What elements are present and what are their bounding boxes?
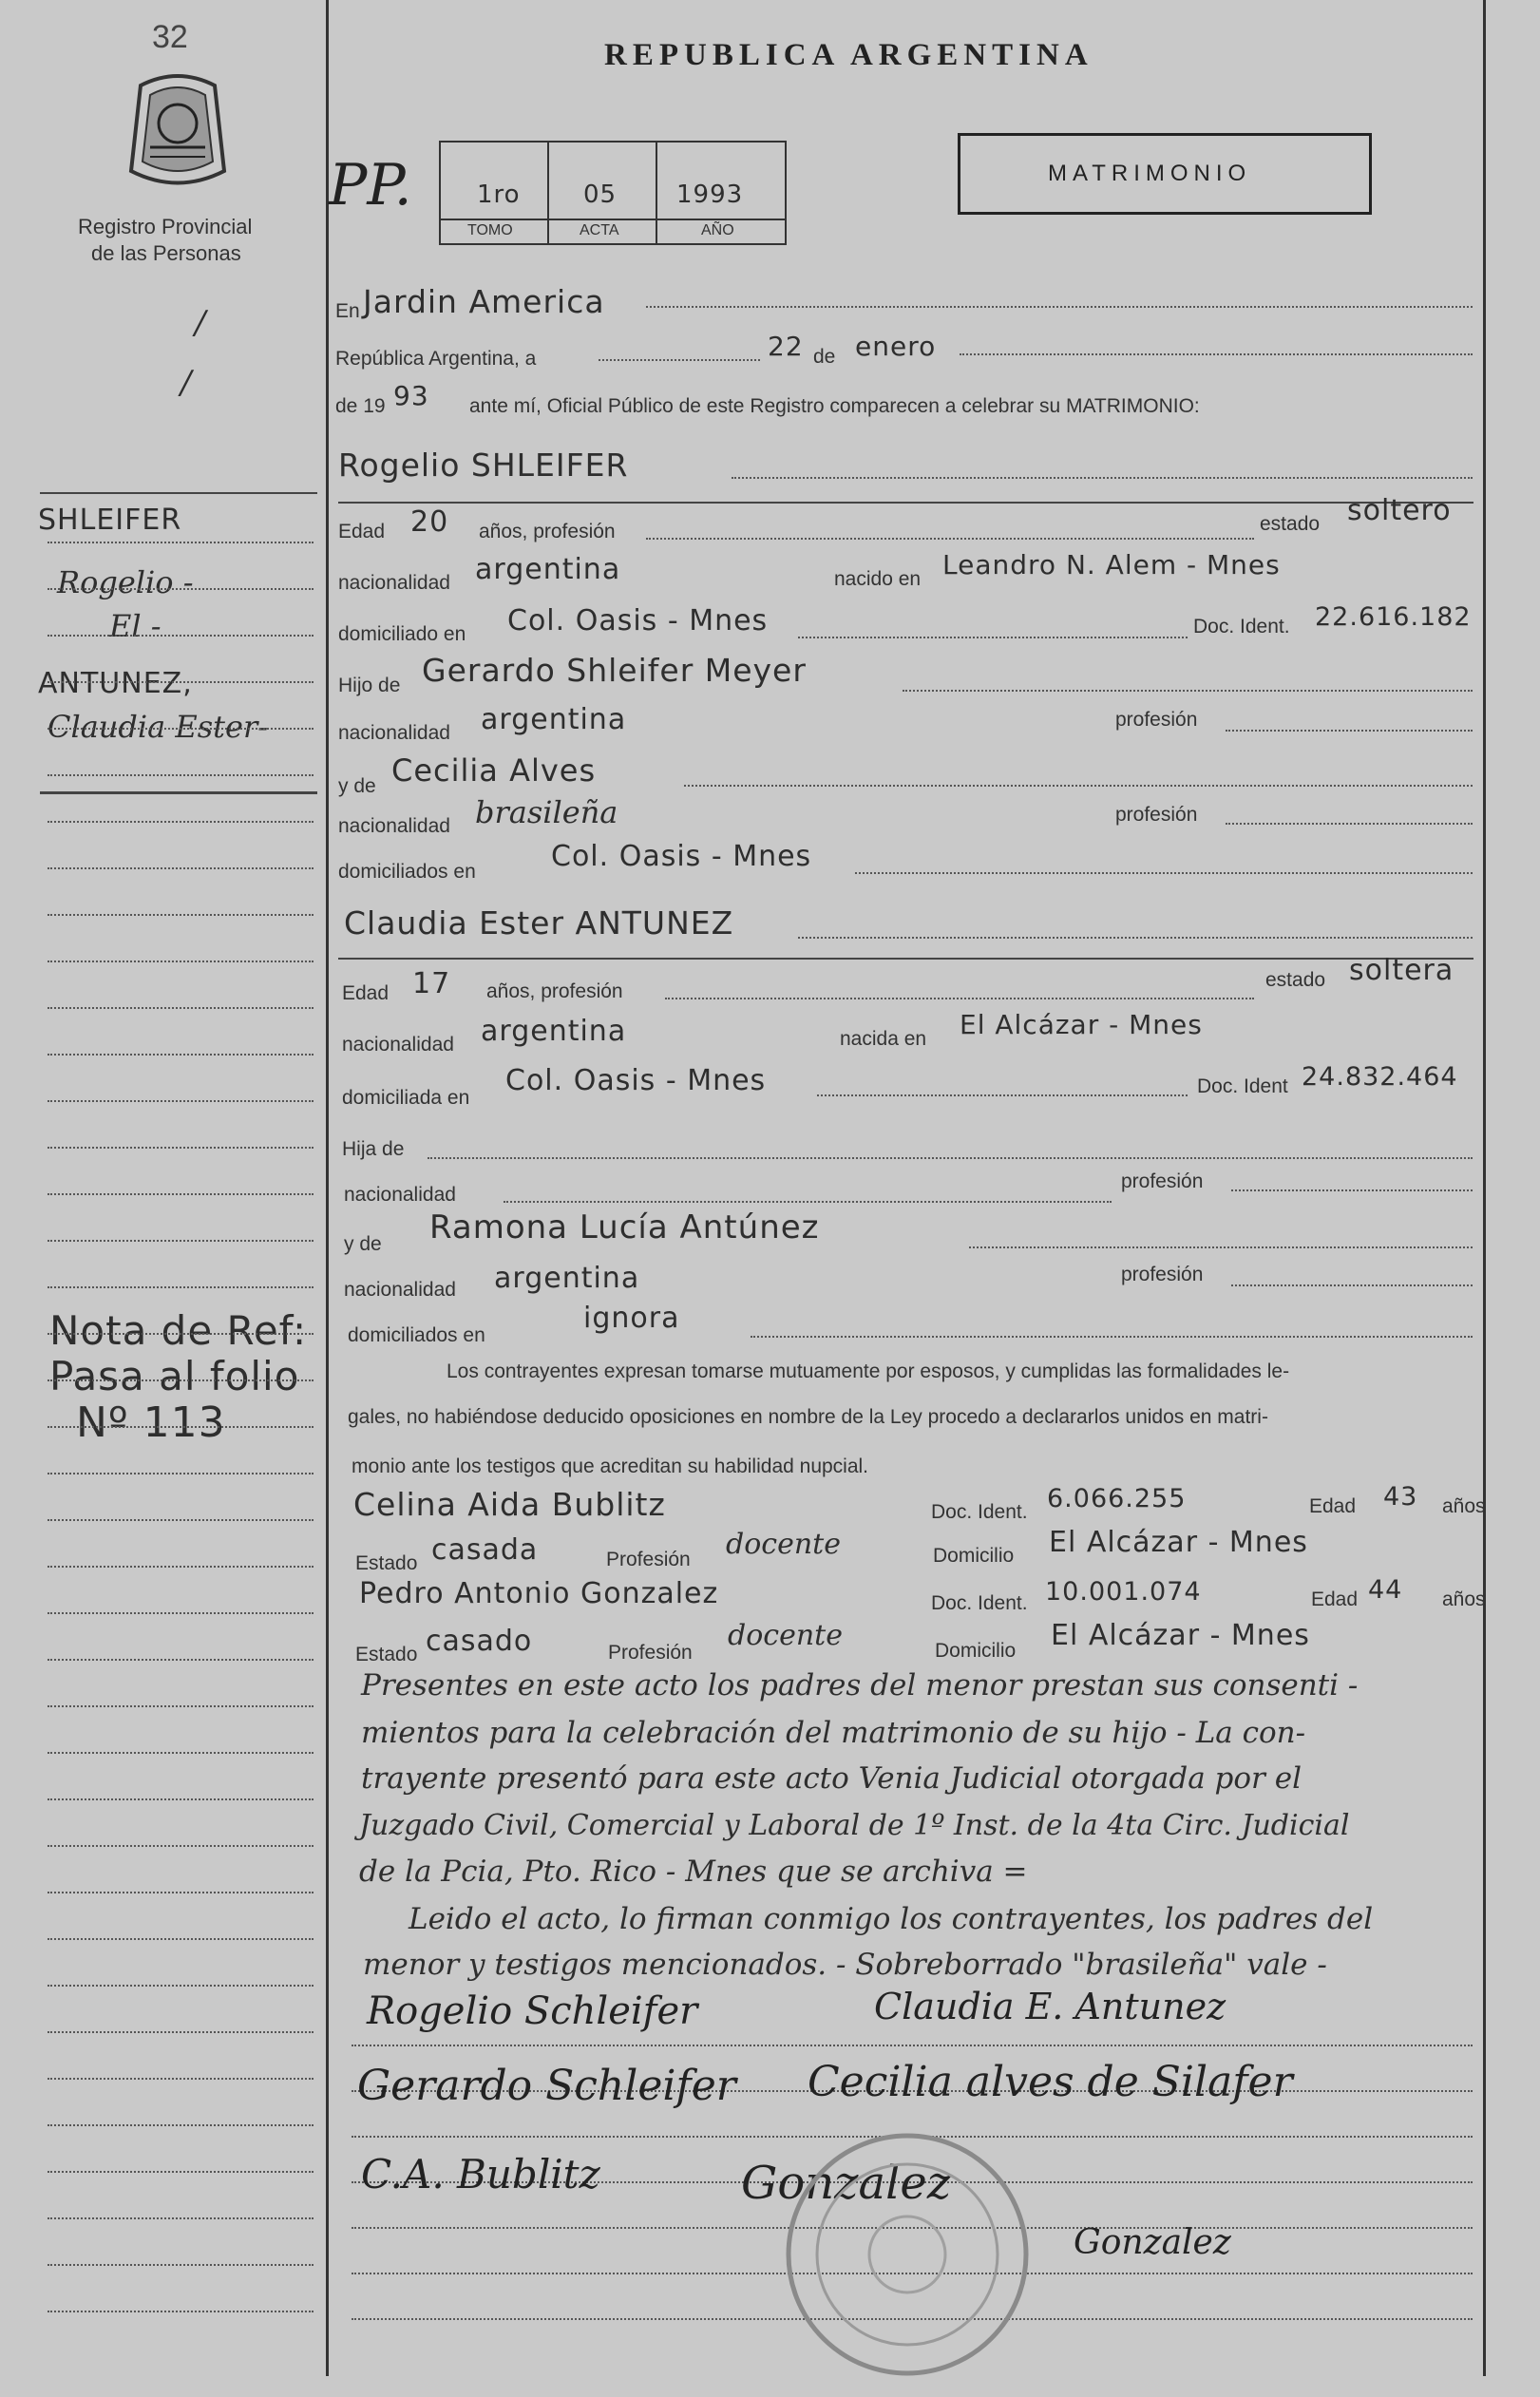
margin-note-3: Nº 113: [76, 1398, 226, 1447]
margin-note-2: Pasa al folio: [49, 1353, 300, 1399]
witness1-edad: 43: [1383, 1482, 1418, 1512]
margin-rule-2: [40, 791, 317, 794]
groom-prof2-label: profesión: [1115, 804, 1198, 826]
section-rule: [338, 958, 1473, 960]
margin-mark-2: /: [181, 364, 192, 402]
margin-groom-name: Rogelio -: [57, 564, 194, 600]
dots: [855, 872, 1473, 874]
registrar-initials: PP.: [329, 152, 412, 219]
witness1-estado-label: Estado: [355, 1552, 418, 1574]
bride-estado: soltera: [1349, 954, 1454, 987]
declaration-line-3: monio ante los testigos que acreditan su habilidad nupcial.: [352, 1455, 869, 1477]
witness2-signature: Gonzalez: [741, 2157, 952, 2210]
witness1-anos-label: años: [1442, 1495, 1486, 1517]
dots: [1226, 823, 1473, 825]
bride-doms-label: domiciliados en: [348, 1324, 485, 1346]
witness2-edad: 44: [1368, 1575, 1403, 1605]
bride-prof-label: profesión: [1121, 1170, 1204, 1192]
witness1-dom-label: Domicilio: [933, 1545, 1015, 1567]
dots: [1231, 1284, 1473, 1286]
note-line: de la Pcia, Pto. Rico - Mnes que se archiva =: [359, 1855, 1028, 1889]
tomo-value: 1ro: [477, 181, 521, 209]
groom-hijo-label: Hijo de: [338, 675, 401, 696]
note-line: menor y testigos mencionados. - Sobreborrado "brasileña" vale -: [363, 1948, 1327, 1982]
ceremony-day: 22: [768, 331, 804, 362]
margin-dotted-line: [48, 1938, 314, 1940]
groom-estado-label: estado: [1260, 513, 1321, 535]
margin-dotted-line: [48, 1379, 314, 1381]
bride-hija-label: Hija de: [342, 1138, 405, 1160]
dots: [751, 1336, 1473, 1338]
bride-domicilio: Col. Oasis - Mnes: [505, 1064, 767, 1097]
dots: [665, 998, 1254, 999]
witness1-edad-label: Edad: [1309, 1495, 1357, 1517]
margin-bride-surname: ANTUNEZ,: [38, 667, 193, 700]
father-signature: Gerardo Schleifer: [357, 2062, 736, 2110]
dots: [504, 1201, 1112, 1203]
margin-dotted-line: [48, 1985, 314, 1987]
margin-note-1: Nota de Ref:: [49, 1307, 308, 1354]
note-line: Presentes en este acto los padres del menor prestan sus consenti -: [361, 1668, 1359, 1703]
doc-type: MATRIMONIO: [1048, 161, 1252, 186]
registry-line-1: Registro Provincial: [78, 215, 253, 238]
margin-dotted-line: [48, 821, 314, 823]
groom-doc-label: Doc. Ident.: [1193, 616, 1290, 637]
margin-dotted-line: [48, 2264, 314, 2266]
declaration-line-2: gales, no habiéndose deducido oposiciones en nombre de la Ley procedo a declararlos unidos en matri-: [348, 1406, 1268, 1428]
margin-dotted-line: [48, 867, 314, 869]
mother-signature: Cecilia alves de Silafer: [808, 2058, 1293, 2106]
groom-nacido-label: nacido en: [834, 568, 922, 590]
right-border: [1483, 0, 1486, 2376]
de-label: de: [813, 346, 836, 368]
box-divider-2: [656, 143, 657, 243]
ceremony-month: enero: [855, 331, 937, 362]
box-hline: [441, 219, 785, 220]
dots: [1226, 730, 1473, 732]
witness2-doc: 10.001.074: [1045, 1577, 1202, 1607]
margin-dotted-line: [48, 681, 314, 683]
margin-dotted-line: [48, 1007, 314, 1009]
dots: [684, 785, 1473, 787]
country-title: REPUBLICA ARGENTINA: [604, 38, 1093, 72]
margin-dotted-line: [48, 1193, 314, 1195]
groom-name: Rogelio SHLEIFER: [338, 447, 629, 484]
dots: [969, 1246, 1473, 1248]
republica-label: República Argentina, a: [335, 348, 537, 370]
bride-name: Claudia Ester ANTUNEZ: [344, 904, 734, 942]
official-stamp: [770, 2117, 1045, 2392]
groom-doms-label: domiciliados en: [338, 861, 476, 883]
provincial-seal: [122, 67, 234, 195]
margin-groom-surname: SHLEIFER: [38, 504, 182, 537]
margin-dotted-line: [48, 1147, 314, 1149]
witness2-domicilio: El Alcázar - Mnes: [1051, 1619, 1310, 1652]
margin-dotted-line: [48, 1054, 314, 1056]
declaration-line-1: Los contrayentes expresan tomarse mutuamente por esposos, y cumplidas las formalidades le-: [447, 1360, 1290, 1382]
ceremony-place: Jardin America: [363, 283, 605, 320]
record-number-box: [439, 141, 787, 245]
margin-dotted-line: [48, 1892, 314, 1893]
bride-mother-nac-label: nacionalidad: [344, 1279, 456, 1301]
witness2-name: Pedro Antonio Gonzalez: [359, 1577, 719, 1610]
bride-doc: 24.832.464: [1302, 1062, 1458, 1092]
margin-dotted-line: [48, 1473, 314, 1474]
witness1-signature: C.A. Bublitz: [361, 2151, 600, 2197]
note-line: mientos para la celebración del matrimonio de su hijo - La con-: [361, 1716, 1306, 1750]
witness2-edad-label: Edad: [1311, 1588, 1359, 1610]
margin-mark-1: /: [195, 304, 206, 342]
groom-prof-label: profesión: [1115, 709, 1198, 731]
ceremony-year: 93: [393, 380, 429, 411]
witness1-profesion: docente: [726, 1528, 841, 1561]
witness1-doc-label: Doc. Ident.: [931, 1501, 1028, 1523]
bride-nacida-label: nacida en: [840, 1028, 927, 1050]
margin-dotted-line: [48, 1100, 314, 1102]
margin-dotted-line: [48, 1519, 314, 1521]
margin-bride-name: Claudia Ester-: [48, 709, 269, 745]
groom-edad: 20: [410, 505, 449, 539]
acta-value: 05: [583, 181, 618, 209]
groom-mother-nac-label: nacionalidad: [338, 815, 450, 837]
margin-divider: [326, 0, 329, 2376]
margin-dotted-line: [48, 2311, 314, 2312]
intro-sentence: ante mí, Oficial Público de este Registro comparecen a celebrar su MATRIMONIO:: [469, 395, 1200, 417]
margin-dotted-line: [48, 1286, 314, 1288]
note-line: trayente presentó para este acto Venia Judicial otorgada por el: [361, 1761, 1302, 1796]
bride-estado-label: estado: [1265, 969, 1326, 991]
bride-doc-label: Doc. Ident: [1197, 1075, 1288, 1097]
dots: [798, 637, 1188, 638]
margin-dotted-line: [48, 542, 314, 543]
bride-yde-label: y de: [344, 1233, 382, 1255]
witness1-doc: 6.066.255: [1047, 1484, 1187, 1513]
groom-estado: soltero: [1347, 494, 1452, 527]
dots: [1231, 1189, 1473, 1191]
bride-mother: Ramona Lucía Antúnez: [429, 1208, 820, 1246]
margin-dotted-line: [48, 1659, 314, 1661]
witness1-prof-label: Profesión: [606, 1549, 691, 1570]
witness2-anos-label: años: [1442, 1588, 1486, 1610]
ano-label: AÑO: [701, 222, 734, 238]
page-number: 32: [152, 19, 188, 55]
witness2-prof-label: Profesión: [608, 1642, 693, 1664]
body-dotted-line: [352, 2045, 1473, 2046]
witness2-dom-label: Domicilio: [935, 1640, 1017, 1662]
section-rule: [338, 502, 1473, 504]
margin-dotted-line: [48, 1705, 314, 1707]
margin-rule: [40, 492, 317, 494]
margin-dotted-line: [48, 728, 314, 730]
margin-dotted-line: [48, 635, 314, 637]
note-line: Leido el acto, lo firman conmigo los contrayentes, los padres del: [409, 1902, 1374, 1936]
margin-dotted-line: [48, 1612, 314, 1614]
margin-dotted-line: [48, 961, 314, 962]
groom-doc: 22.616.182: [1315, 602, 1472, 632]
margin-dotted-line: [48, 1240, 314, 1242]
margin-dotted-line: [48, 1752, 314, 1754]
box-divider-1: [547, 143, 549, 243]
bride-anos-label: años, profesión: [486, 980, 623, 1002]
margin-dotted-line: [48, 1845, 314, 1847]
groom-father-nac-label: nacionalidad: [338, 722, 450, 744]
groom-signature: Rogelio Schleifer: [367, 1989, 698, 2033]
bride-prof2-label: profesión: [1121, 1264, 1204, 1285]
ano-value: 1993: [676, 181, 744, 209]
tomo-label: TOMO: [467, 222, 513, 238]
margin-dotted-line: [48, 2078, 314, 2080]
witness1-name: Celina Aida Bublitz: [353, 1486, 666, 1523]
margin-dotted-line: [48, 588, 314, 590]
dots: [960, 353, 1473, 355]
dots: [428, 1157, 1473, 1159]
dots: [599, 359, 760, 361]
bride-signature: Claudia E. Antunez: [874, 1986, 1226, 2027]
margin-dotted-line: [48, 1426, 314, 1428]
margin-dotted-line: [48, 2031, 314, 2033]
margin-dotted-line: [48, 1798, 314, 1800]
dots: [903, 690, 1473, 692]
year-label: de 19: [335, 395, 386, 417]
bride-nac2-label: nacionalidad: [344, 1184, 456, 1206]
bride-parents-dom: ignora: [583, 1302, 680, 1335]
dots: [798, 937, 1473, 939]
witness2-estado: casado: [426, 1625, 533, 1658]
groom-dom-label: domiciliado en: [338, 623, 466, 645]
groom-nac-label: nacionalidad: [338, 572, 450, 594]
margin-conj: El -: [109, 608, 162, 644]
bride-edad: 17: [412, 967, 451, 1000]
groom-anos-label: años, profesión: [479, 521, 616, 542]
bride-dom-label: domiciliada en: [342, 1087, 470, 1109]
groom-mother: Cecilia Alves: [391, 752, 597, 789]
groom-father-nac: argentina: [481, 703, 627, 736]
groom-mother-nac: brasileña: [475, 794, 618, 830]
witness1-estado: casada: [431, 1533, 539, 1567]
dots: [817, 1094, 1188, 1096]
witness2-profesion: docente: [728, 1619, 843, 1652]
margin-dotted-line: [48, 1333, 314, 1335]
margin-dotted-line: [48, 1566, 314, 1568]
witness2-doc-label: Doc. Ident.: [931, 1592, 1028, 1614]
bride-edad-label: Edad: [342, 982, 390, 1004]
doc-type-box: [958, 133, 1372, 215]
witness1-domicilio: El Alcázar - Mnes: [1049, 1526, 1308, 1559]
bride-nac-label: nacionalidad: [342, 1034, 454, 1056]
margin-dotted-line: [48, 914, 314, 916]
groom-parents-dom: Col. Oasis - Mnes: [551, 840, 812, 873]
acta-label: ACTA: [580, 222, 619, 238]
margin-dotted-line: [48, 774, 314, 776]
groom-domicilio: Col. Oasis - Mnes: [507, 604, 769, 637]
dots: [646, 538, 1254, 540]
groom-birthplace: Leandro N. Alem - Mnes: [942, 549, 1281, 580]
dots: [732, 477, 1473, 479]
dots: [646, 306, 1473, 308]
groom-nacionalidad: argentina: [475, 553, 621, 586]
groom-yde-label: y de: [338, 775, 376, 797]
groom-edad-label: Edad: [338, 521, 386, 542]
witness2-estado-label: Estado: [355, 1644, 418, 1665]
en-label: En: [335, 300, 360, 322]
note-line: Juzgado Civil, Comercial y Laboral de 1º Inst. de la 4ta Circ. Judicial: [359, 1809, 1350, 1842]
official-signature: Gonzalez: [1074, 2223, 1231, 2262]
bride-birthplace: El Alcázar - Mnes: [960, 1009, 1203, 1040]
margin-dotted-line: [48, 2217, 314, 2219]
groom-father: Gerardo Shleifer Meyer: [422, 652, 807, 689]
margin-dotted-line: [48, 2171, 314, 2173]
registry-line-2: de las Personas: [91, 241, 241, 265]
margin-dotted-line: [48, 2124, 314, 2126]
bride-mother-nac: argentina: [494, 1262, 640, 1295]
bride-nacionalidad: argentina: [481, 1015, 627, 1048]
